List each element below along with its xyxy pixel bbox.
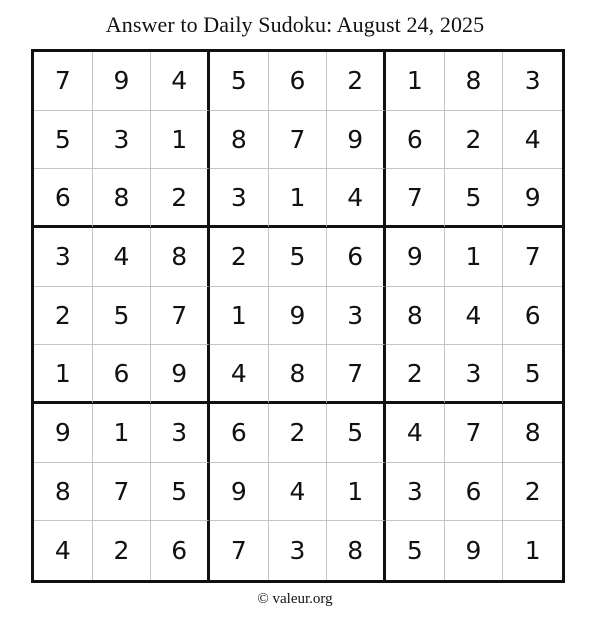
grid-cell-r8-c2: 7 (93, 463, 152, 522)
grid-cell-r9-c4: 7 (210, 521, 269, 580)
grid-cell-r7-c3: 3 (151, 404, 210, 463)
grid-cell-r8-c5: 4 (269, 463, 328, 522)
grid-cell-r9-c7: 5 (386, 521, 445, 580)
grid-cell-r1-c9: 3 (503, 52, 562, 111)
grid-cell-r8-c3: 5 (151, 463, 210, 522)
grid-cell-r4-c7: 9 (386, 228, 445, 287)
grid-cell-r5-c2: 5 (93, 287, 152, 346)
sudoku-grid (31, 49, 565, 583)
grid-cell-r7-c4: 6 (210, 404, 269, 463)
grid-cell-r4-c1: 3 (34, 228, 93, 287)
grid-cell-r4-c2: 4 (93, 228, 152, 287)
grid-cell-r7-c5: 2 (269, 404, 328, 463)
grid-cell-r8-c1: 8 (34, 463, 93, 522)
grid-cell-r2-c6: 9 (327, 111, 386, 170)
grid-cell-r7-c8: 7 (445, 404, 504, 463)
grid-cell-r1-c2: 9 (93, 52, 152, 111)
grid-cell-r5-c3: 7 (151, 287, 210, 346)
grid-cell-r9-c8: 9 (445, 521, 504, 580)
grid-cell-r1-c6: 2 (327, 52, 386, 111)
grid-cell-r8-c7: 3 (386, 463, 445, 522)
grid-cell-r1-c1: 7 (34, 52, 93, 111)
grid-cell-r2-c2: 3 (93, 111, 152, 170)
grid-cell-r6-c3: 9 (151, 345, 210, 404)
grid-cell-r6-c8: 3 (445, 345, 504, 404)
grid-cell-r9-c9: 1 (524, 536, 541, 566)
grid-cell-r2-c9: 4 (503, 111, 562, 170)
grid-cell-r2-c3: 1 (151, 111, 210, 170)
grid-cell-r5-c4: 1 (210, 287, 269, 346)
grid-cell-r4-c8: 1 (445, 228, 504, 287)
grid-cell-r7-c7: 4 (386, 404, 445, 463)
grid-cell-r8-c6: 1 (327, 463, 386, 522)
grid-cell-r4-c3: 8 (151, 228, 210, 287)
grid-cell-r1-c5: 6 (269, 52, 328, 111)
grid-cell-r2-c1: 5 (34, 111, 93, 170)
grid-cell-r3-c5: 1 (269, 169, 328, 228)
grid-cell-r2-c5: 7 (269, 111, 328, 170)
grid-cell-r5-c5: 9 (269, 287, 328, 346)
grid-cell-r5-c6: 3 (327, 287, 386, 346)
grid-cell-r5-c1: 2 (34, 287, 93, 346)
grid-cell-r5-c9: 6 (503, 287, 562, 346)
grid-cell-r2-c7: 6 (386, 111, 445, 170)
grid-cell-r2-c4: 8 (210, 111, 269, 170)
grid-cell-r3-c4: 3 (210, 169, 269, 228)
grid-cell-r7-c2: 1 (93, 404, 152, 463)
grid-cell-r9-c3: 6 (151, 521, 210, 580)
grid-cell-r3-c1: 6 (34, 169, 93, 228)
grid-cell-r3-c7: 7 (386, 169, 445, 228)
grid-cell-r8-c9: 2 (503, 463, 562, 522)
grid-cell-r5-c7: 8 (386, 287, 445, 346)
grid-cell-r6-c5: 8 (269, 345, 328, 404)
grid-cell-r3-c8: 5 (445, 169, 504, 228)
grid-cell-r6-c9: 5 (503, 345, 562, 404)
grid-cell-r1-c3: 4 (151, 52, 210, 111)
grid-cell-r1-c7: 1 (386, 52, 445, 111)
grid-cell-r4-c5: 5 (269, 228, 328, 287)
grid-cell-r3-c2: 8 (93, 169, 152, 228)
grid-cell-r1-c8: 8 (445, 52, 504, 111)
copyright-footer: © valeur.org (257, 591, 333, 607)
grid-cell-r3-c3: 2 (151, 169, 210, 228)
grid-cell-r8-c8: 6 (445, 463, 504, 522)
grid-cell-r9-c1: 4 (34, 521, 93, 580)
grid-cell-r6-c7: 2 (386, 345, 445, 404)
grid-cell-r7-c1: 9 (34, 404, 93, 463)
puzzle-title: Answer to Daily Sudoku: August 24, 2025 (105, 12, 485, 37)
grid-cell-r6-c1: 1 (34, 345, 93, 404)
grid-cell-r1-c4: 5 (210, 52, 269, 111)
grid-cell-r7-c9: 8 (503, 404, 562, 463)
grid-cell-r4-c6: 6 (327, 228, 386, 287)
grid-cell-r9-c2: 2 (93, 521, 152, 580)
grid-cell-r7-c6: 5 (327, 404, 386, 463)
grid-cell-r3-c6: 4 (327, 169, 386, 228)
grid-cell-r3-c9: 9 (503, 169, 562, 228)
grid-cell-r8-c4: 9 (210, 463, 269, 522)
grid-cell-r9-c6: 8 (327, 521, 386, 580)
grid-cell-r6-c2: 6 (93, 345, 152, 404)
grid-cell-r6-c6: 7 (327, 345, 386, 404)
grid-cell-r4-c4: 2 (210, 228, 269, 287)
grid-cell-r9-c5: 3 (269, 521, 328, 580)
grid-cell-r6-c4: 4 (210, 345, 269, 404)
grid-cell-r5-c8: 4 (445, 287, 504, 346)
grid-cell-r2-c8: 2 (445, 111, 504, 170)
grid-cell-r4-c9: 7 (503, 228, 562, 287)
